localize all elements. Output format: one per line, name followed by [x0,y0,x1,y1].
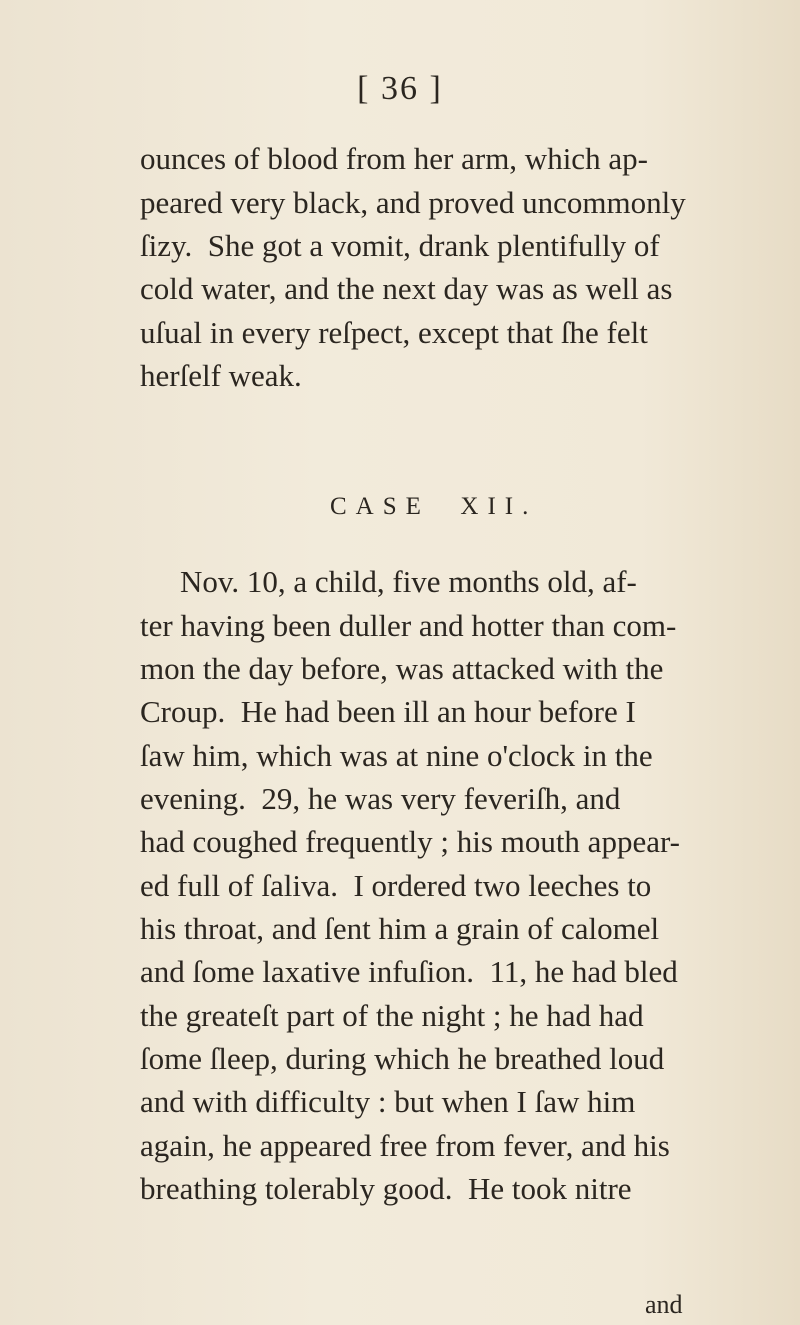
text-line: ter having been duller and hotter than com- [140,608,677,643]
text-line: herſelf weak. [140,358,302,393]
page-number: [ 36 ] [357,70,443,107]
text-line: evening. 29, he was very feveriſh, and [140,781,621,816]
text-line: peared very black, and proved uncommonly [140,185,686,220]
text-line: ſome ſleep, during which he breathed loud [140,1041,665,1076]
text-line: cold water, and the next day was as well as [140,271,673,306]
text-line: mon the day before, was attacked with the [140,651,664,686]
text-line: ſizy. She got a vomit, drank plentifully of [140,228,660,263]
text-line: ounces of blood from her arm, which ap- [140,141,648,176]
text-line: the greateſt part of the night ; he had had [140,998,644,1033]
text-line: ſaw him, which was at nine o'clock in the [140,738,653,773]
text-line: uſual in every reſpect, except that ſhe felt [140,315,648,350]
text-line: Nov. 10, a child, five months old, af- [180,564,637,599]
text-line: again, he appeared free from fever, and his [140,1128,670,1163]
text-line: and with difficulty : but when I ſaw him [140,1084,636,1119]
text-line: and ſome laxative infuſion. 11, he had bled [140,954,678,989]
text-line: Croup. He had been ill an hour before I [140,694,636,729]
catchword: and [645,1290,683,1319]
section-heading: CASE XII. [330,493,538,520]
text-line: had coughed frequently ; his mouth appear- [140,824,680,859]
text-line: ed full of ſaliva. I ordered two leeches to [140,868,652,903]
text-line: his throat, and ſent him a grain of calomel [140,911,660,946]
text-line: breathing tolerably good. He took nitre [140,1171,632,1206]
